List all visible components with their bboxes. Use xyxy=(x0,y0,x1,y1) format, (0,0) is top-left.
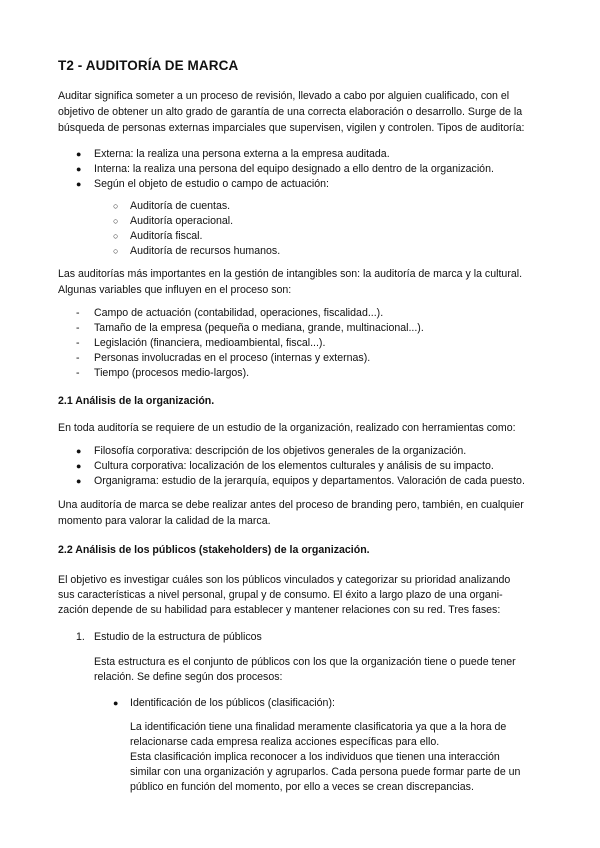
list-item: Estudio de la estructura de públicos xyxy=(94,631,262,643)
paragraph-line: relación. Se define según dos procesos: xyxy=(94,671,283,683)
dash-marker: - xyxy=(76,307,80,319)
circle-bullet-icon: ○ xyxy=(113,231,119,241)
paragraph-line: Algunas variables que influyen en el proceso son: xyxy=(58,284,292,296)
paragraph-line: público en función del momento, por ello a veces se crean discrepancias. xyxy=(130,781,474,793)
paragraph-line: Esta estructura es el conjunto de públicos con los que la organización tiene o puede tener xyxy=(94,656,516,668)
intro-line: Auditar significa someter a un proceso de revisión, llevado a cabo por alguien cualificado, con el xyxy=(58,90,510,102)
bullet-icon: ● xyxy=(76,179,82,189)
dash-marker: - xyxy=(76,367,80,379)
list-item: Según el objeto de estudio o campo de actuación: xyxy=(94,178,329,190)
paragraph-line: momento para valorar la calidad de la marca. xyxy=(58,515,271,527)
list-item: Identificación de los públicos (clasificación): xyxy=(130,697,335,709)
list-item: Personas involucradas en el proceso (internas y externas). xyxy=(94,352,371,364)
list-item: Organigrama: estudio de la jerarquía, equipos y departamentos. Valoración de cada puesto. xyxy=(94,475,525,487)
intro-line: búsqueda de personas externas imparciales que supervisen, vigilen y controlen. Tipos de auditoría: xyxy=(58,122,525,134)
list-item: Filosofía corporativa: descripción de los objetivos generales de la organización. xyxy=(94,445,467,457)
bullet-icon: ● xyxy=(76,164,82,174)
list-item: Cultura corporativa: localización de los elementos culturales y análisis de su impacto. xyxy=(94,460,494,472)
list-item: Tiempo (procesos medio-largos). xyxy=(94,367,250,379)
paragraph-line: zación depende de su habilidad para establecer y mantener relaciones con su red. Tres fases: xyxy=(58,604,501,616)
bullet-icon: ● xyxy=(76,149,82,159)
section-heading: 2.2 Análisis de los públicos (stakeholders) de la organización. xyxy=(58,544,370,556)
paragraph-line: relacionarse cada empresa realiza acciones específicas para ello. xyxy=(130,736,440,748)
bullet-icon: ● xyxy=(113,698,119,708)
list-item: Externa: la realiza una persona externa a la empresa auditada. xyxy=(94,148,390,160)
list-item: Auditoría operacional. xyxy=(130,215,234,227)
dash-marker: - xyxy=(76,352,80,364)
paragraph-line: Las auditorías más importantes en la gestión de intangibles son: la auditoría de marca y la cultural. xyxy=(58,268,523,280)
paragraph-line: Una auditoría de marca se debe realizar antes del proceso de branding pero, también, en cualquier xyxy=(58,499,524,511)
dash-marker: - xyxy=(76,337,80,349)
list-item: Auditoría de cuentas. xyxy=(130,200,231,212)
list-item: Legislación (financiera, medioambiental, fiscal...). xyxy=(94,337,326,349)
paragraph-line: En toda auditoría se requiere de un estudio de la organización, realizado con herramientas como: xyxy=(58,422,516,434)
paragraph-line: similar con una organización y agruparlos. Cada persona puede formar parte de un xyxy=(130,766,521,778)
circle-bullet-icon: ○ xyxy=(113,216,119,226)
circle-bullet-icon: ○ xyxy=(113,246,119,256)
list-item: Interna: la realiza una persona del equipo designado a ello dentro de la organización. xyxy=(94,163,494,175)
bullet-icon: ● xyxy=(76,446,82,456)
list-item: Tamaño de la empresa (pequeña o mediana, grande, multinacional...). xyxy=(94,322,424,334)
intro-line: objetivo de obtener un alto grado de garantía de una correcta elaboración o desarrollo. Surge de la xyxy=(58,106,523,118)
list-item: Auditoría fiscal. xyxy=(130,230,203,242)
dash-marker: - xyxy=(76,322,80,334)
paragraph-line: sus características a nivel personal, grupal y de consumo. El éxito a largo plazo de una organi- xyxy=(58,589,503,601)
page-title: T2 - AUDITORÍA DE MARCA xyxy=(58,58,239,73)
paragraph-line: El objetivo es investigar cuáles son los públicos vinculados y categorizar su prioridad analizando xyxy=(58,574,511,586)
bullet-icon: ● xyxy=(76,461,82,471)
section-heading: 2.1 Análisis de la organización. xyxy=(58,395,215,407)
list-item: Auditoría de recursos humanos. xyxy=(130,245,281,257)
paragraph-line: Esta clasificación implica reconocer a los individuos que tienen una interacción xyxy=(130,751,500,763)
bullet-icon: ● xyxy=(76,476,82,486)
list-number: 1. xyxy=(76,631,85,643)
circle-bullet-icon: ○ xyxy=(113,201,119,211)
paragraph-line: La identificación tiene una finalidad meramente clasificatoria ya que a la hora de xyxy=(130,721,507,733)
list-item: Campo de actuación (contabilidad, operaciones, fiscalidad...). xyxy=(94,307,384,319)
